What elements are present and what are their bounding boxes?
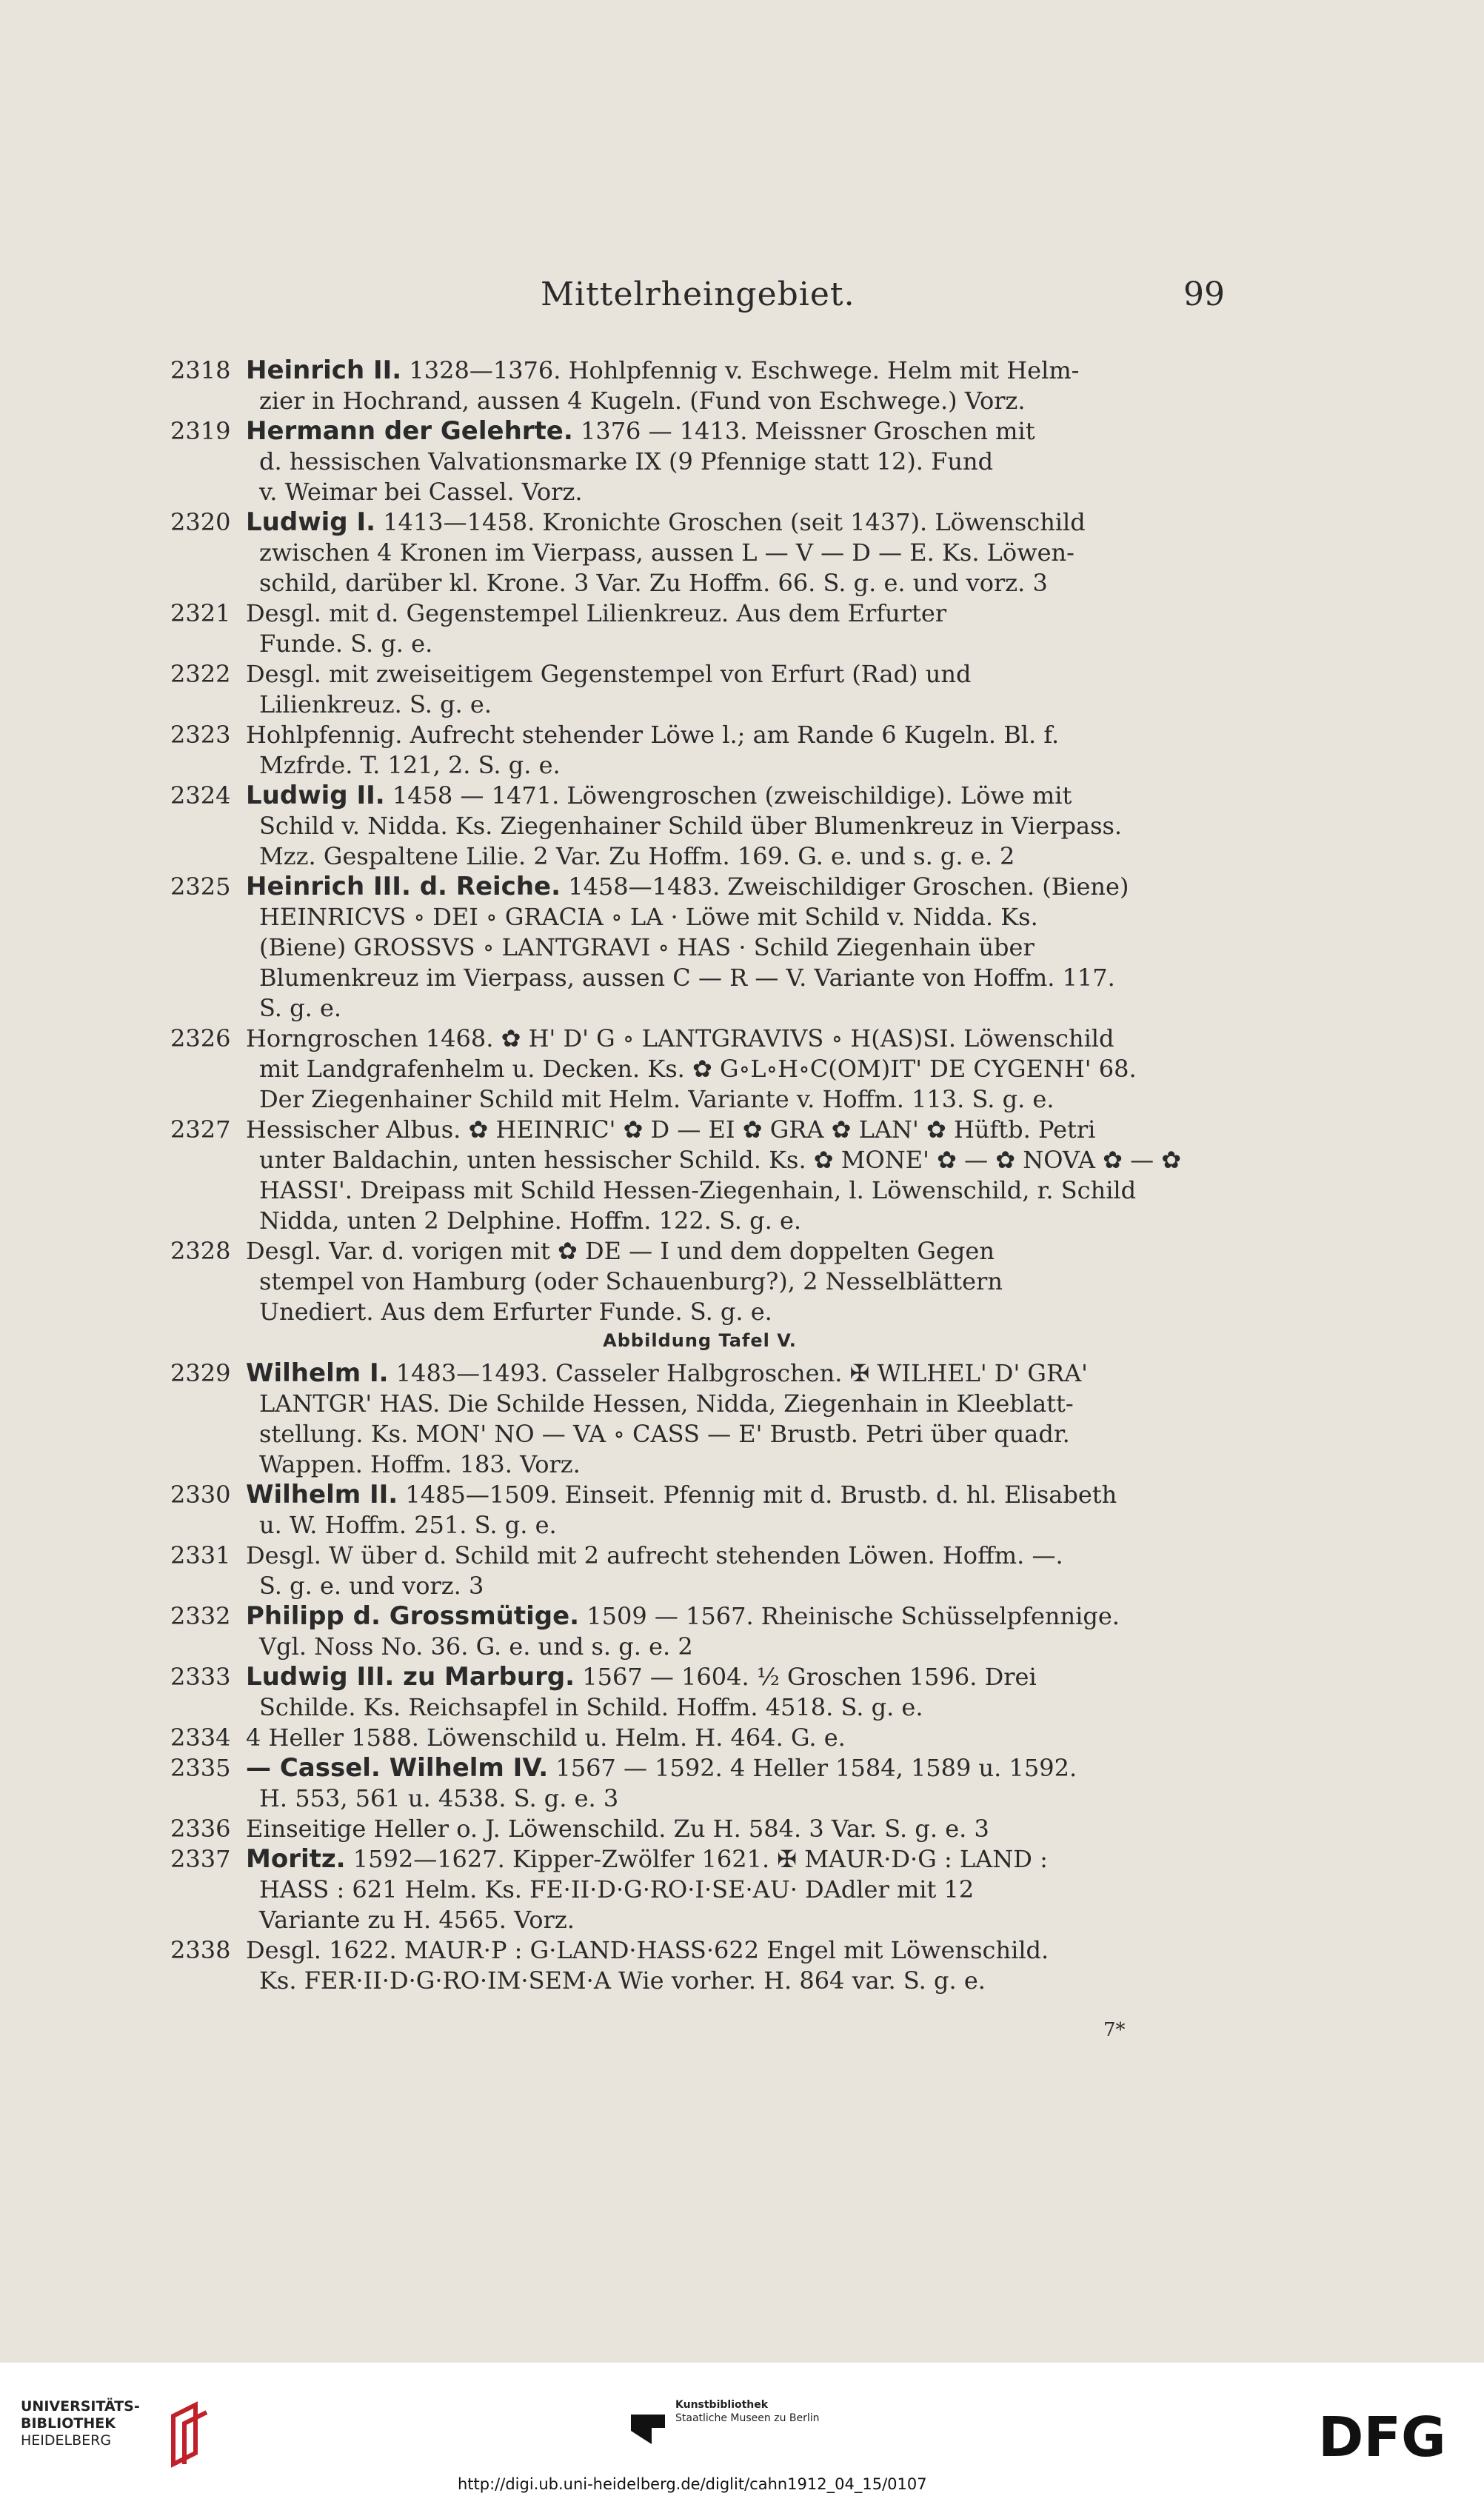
entry-continuation-line: (Biene) GROSSVS ∘ LANTGRAVI ∘ HAS · Schild Ziegenhain über: [259, 933, 1035, 961]
kunstbibliothek-logo[interactable]: [631, 2398, 853, 2450]
entry-first-line: Horngroschen 1468. ✿ H' D' G ∘ LANTGRAVIVS ∘ H(AS)SI. Löwenschild: [246, 1024, 1114, 1052]
catalog-entry: [170, 598, 1229, 659]
entry-continuation-line: v. Weimar bei Cassel. Vorz.: [259, 478, 583, 506]
entry-first-line: 1376 — 1413. Meissner Groschen mit: [580, 417, 1035, 445]
catalog-entry: [170, 1480, 1229, 1541]
entry-text: [246, 1115, 1229, 1236]
entry-text: [246, 1024, 1229, 1115]
catalog-entry: [170, 416, 1229, 507]
entry-number: 2320: [170, 508, 231, 536]
entry-continuation-line: HASSI'. Dreipass mit Schild Hessen-Ziegenhain, l. Löwenschild, r. Schild: [259, 1176, 1137, 1204]
entry-number: 2334: [170, 1723, 231, 1752]
entry-number: 2336: [170, 1815, 231, 1843]
entry-text: [246, 598, 1229, 659]
entry-text: [246, 507, 1229, 598]
ruler-name: — Cassel. Wilhelm IV.: [246, 1753, 549, 1783]
entry-continuation-line: Vgl. Noss No. 36. G. e. und s. g. e. 2: [259, 1632, 693, 1661]
entry-continuation-line: LANTGR' HAS. Die Schilde Hessen, Nidda, Ziegenhain in Kleeblatt-: [259, 1389, 1074, 1418]
entry-text: [246, 1935, 1229, 1996]
entry-number: 2318: [170, 356, 231, 384]
catalog-entries: [170, 356, 1229, 1996]
entry-continuation-line: Nidda, unten 2 Delphine. Hoffm. 122. S. g. e.: [259, 1207, 802, 1235]
university-library-logo[interactable]: [21, 2398, 221, 2472]
catalog-entry: [170, 1723, 1229, 1753]
entry-continuation-line: stempel von Hamburg (oder Schauenburg?), 2 Nesselblättern: [259, 1267, 1003, 1295]
entry-continuation-line: Mzfrde. T. 121, 2. S. g. e.: [259, 751, 561, 779]
ruler-name: Philipp d. Grossmütige.: [246, 1601, 580, 1631]
entry-continuation-line: Schild v. Nidda. Ks. Ziegenhainer Schild über Blumenkreuz in Vierpass.: [259, 812, 1123, 840]
entry-continuation-line: Schilde. Ks. Reichsapfel in Schild. Hoffm. 4518. S. g. e.: [259, 1693, 923, 1721]
entry-continuation-line: H. 553, 561 u. 4538. S. g. e. 3: [259, 1784, 619, 1812]
kb-line-2: Staatliche Museen zu Berlin: [675, 2412, 820, 2424]
catalog-entry: [170, 1601, 1229, 1662]
entry-text: [246, 1844, 1229, 1935]
entry-text: [246, 416, 1229, 507]
catalog-entry: [170, 1541, 1229, 1601]
entry-first-line: 1413—1458. Kronichte Groschen (seit 1437). Löwenschild: [383, 508, 1086, 536]
entry-number: 2329: [170, 1359, 231, 1387]
entry-continuation-line: zier in Hochrand, aussen 4 Kugeln. (Fund von Eschwege.) Vorz.: [259, 387, 1026, 415]
entry-number: 2327: [170, 1115, 231, 1144]
entry-first-line: 1485—1509. Einseit. Pfennig mit d. Brustb. d. hl. Elisabeth: [405, 1481, 1117, 1509]
entry-first-line: Einseitige Heller o. J. Löwenschild. Zu H. 584. 3 Var. S. g. e. 3: [246, 1815, 989, 1843]
kb-logo-text: [675, 2398, 820, 2425]
entry-first-line: Hessischer Albus. ✿ HEINRIC' ✿ D — EI ✿ GRA ✿ LAN' ✿ Hüftb. Petri: [246, 1115, 1096, 1144]
kunstbibliothek-icon: [631, 2415, 665, 2444]
entry-first-line: Hohlpfennig. Aufrecht stehender Löwe l.; am Rande 6 Kugeln. Bl. f.: [246, 721, 1060, 749]
footer: [0, 2363, 1484, 2496]
dfg-logo[interactable]: [1318, 2407, 1466, 2466]
entry-first-line: 1567 — 1592. 4 Heller 1584, 1589 u. 1592.: [555, 1754, 1077, 1782]
entry-text: [246, 872, 1229, 1024]
ruler-name: Ludwig III. zu Marburg.: [246, 1662, 575, 1692]
catalog-entry: [170, 1814, 1229, 1844]
ruler-name: Moritz.: [246, 1844, 346, 1874]
catalog-entry: [170, 1844, 1229, 1935]
entry-text: [246, 1662, 1229, 1723]
entry-continuation-line: stellung. Ks. MON' NO — VA ∘ CASS — E' Brustb. Petri über quadr.: [259, 1420, 1070, 1448]
entry-number: 2322: [170, 660, 231, 688]
entry-continuation-line: Mzz. Gespaltene Lilie. 2 Var. Zu Hoffm. 169. G. e. und s. g. e. 2: [259, 842, 1015, 870]
entry-number: 2325: [170, 872, 231, 901]
catalog-entry: [170, 507, 1229, 598]
ub-emblem-icon: [166, 2401, 218, 2468]
page-number: 99: [1183, 276, 1225, 313]
entry-continuation-line: unter Baldachin, unten hessischer Schild. Ks. ✿ MONE' ✿ — ✿ NOVA ✿ — ✿: [259, 1146, 1182, 1174]
catalog-entry: [170, 1024, 1229, 1115]
entry-number: 2332: [170, 1602, 231, 1630]
entry-continuation-line: zwischen 4 Kronen im Vierpass, aussen L — V — D — E. Ks. Löwen-: [259, 538, 1074, 567]
entry-number: 2328: [170, 1237, 231, 1265]
entry-first-line: 1458 — 1471. Löwengroschen (zweischildige). Löwe mit: [392, 781, 1072, 810]
entry-first-line: Desgl. W über d. Schild mit 2 aufrecht stehenden Löwen. Hoffm. —.: [246, 1541, 1063, 1569]
entry-number: 2333: [170, 1663, 231, 1691]
entry-number: 2335: [170, 1754, 231, 1782]
entry-number: 2338: [170, 1936, 231, 1964]
entry-first-line: Desgl. Var. d. vorigen mit ✿ DE — I und dem doppelten Gegen: [246, 1237, 995, 1265]
entry-first-line: 1458—1483. Zweischildiger Groschen. (Biene): [568, 872, 1129, 901]
entry-number: 2330: [170, 1481, 231, 1509]
entry-text: [246, 1236, 1229, 1327]
ub-line-2: BIBLIOTHEK: [21, 2415, 116, 2432]
entry-continuation-line: Variante zu H. 4565. Vorz.: [259, 1906, 575, 1934]
entry-continuation-line: HASS : 621 Helm. Ks. FE·II·D·G·RO·I·SE·AU· DAdler mit 12: [259, 1875, 975, 1903]
entry-continuation-line: HEINRICVS ∘ DEI ∘ GRACIA ∘ LA · Löwe mit Schild v. Nidda. Ks.: [259, 903, 1038, 931]
ruler-name: Ludwig I.: [246, 507, 376, 537]
entry-text: [246, 1358, 1229, 1480]
entry-number: 2324: [170, 781, 231, 810]
entry-first-line: 1592—1627. Kipper-Zwölfer 1621. ✠ MAUR·D·G : LAND :: [352, 1845, 1048, 1873]
kb-line-1: Kunstbibliothek: [675, 2399, 769, 2411]
entry-continuation-line: Unediert. Aus dem Erfurter Funde. S. g. e.: [259, 1298, 772, 1326]
ruler-name: Ludwig II.: [246, 781, 385, 810]
entry-number: 2319: [170, 417, 231, 445]
entry-first-line: 4 Heller 1588. Löwenschild u. Helm. H. 464. G. e.: [246, 1723, 846, 1752]
entry-text: [246, 720, 1229, 781]
entry-number: 2326: [170, 1024, 231, 1052]
entry-number: 2331: [170, 1541, 231, 1569]
entry-continuation-line: mit Landgrafenhelm u. Decken. Ks. ✿ G∘L∘H∘C(OM)IT' DE CYGENH' 68.: [259, 1055, 1137, 1083]
signature-mark: 7*: [1103, 2019, 1126, 2041]
catalog-entry: [170, 1753, 1229, 1814]
entry-number: 2337: [170, 1845, 231, 1873]
catalog-entry: [170, 781, 1229, 872]
entry-text: [246, 1814, 1229, 1844]
entry-number: 2321: [170, 599, 231, 627]
entry-continuation-line: Ks. FER·II·D·G·RO·IM·SEM·A Wie vorher. H. 864 var. S. g. e.: [259, 1966, 986, 1995]
entry-continuation-line: Lilienkreuz. S. g. e.: [259, 690, 492, 718]
catalog-entry: [170, 1115, 1229, 1236]
entry-continuation-line: Wappen. Hoffm. 183. Vorz.: [259, 1450, 581, 1478]
catalog-entry: [170, 872, 1229, 1024]
entry-text: [246, 1541, 1229, 1601]
entry-text: [246, 1601, 1229, 1662]
catalog-entry: [170, 720, 1229, 781]
entry-first-line: Desgl. 1622. MAUR·P : G·LAND·HASS·622 Engel mit Löwenschild.: [246, 1936, 1049, 1964]
catalog-entry: [170, 1236, 1229, 1327]
entry-text: [246, 781, 1229, 872]
entry-continuation-line: d. hessischen Valvationsmarke IX (9 Pfennige statt 12). Fund: [259, 447, 994, 475]
entry-text: [246, 356, 1229, 416]
ruler-name: Heinrich III. d. Reiche.: [246, 872, 561, 901]
entry-first-line: 1509 — 1567. Rheinische Schüsselpfennige.: [586, 1602, 1120, 1630]
running-title: Mittelrheingebiet.: [541, 276, 855, 313]
catalog-entry: [170, 659, 1229, 720]
catalog-entry: [170, 1358, 1229, 1480]
entry-text: [246, 659, 1229, 720]
ub-line-3: HEIDELBERG: [21, 2432, 112, 2449]
entry-continuation-line: S. g. e.: [259, 994, 342, 1022]
entry-continuation-line: Blumenkreuz im Vierpass, aussen C — R — V. Variante von Hoffm. 117.: [259, 964, 1115, 992]
entry-first-line: 1328—1376. Hohlpfennig v. Eschwege. Helm mit Helm-: [409, 356, 1080, 384]
entry-first-line: 1483—1493. Casseler Halbgroschen. ✠ WILHEL' D' GRA': [395, 1359, 1088, 1387]
catalog-entry: [170, 1935, 1229, 1996]
page-header: [0, 276, 1484, 320]
ruler-name: Wilhelm II.: [246, 1480, 398, 1509]
ub-logo-text: [21, 2398, 140, 2449]
entry-first-line: Desgl. mit zweiseitigem Gegenstempel von Erfurt (Rad) und: [246, 660, 972, 688]
ub-line-1: UNIVERSITÄTS-: [21, 2398, 140, 2415]
catalog-entry: [170, 1662, 1229, 1723]
source-url-link[interactable]: http://digi.ub.uni-heidelberg.de/diglit/cahn1912_04_15/0107: [458, 2475, 927, 2493]
plate-reference: Abbildung Tafel V.: [603, 1330, 797, 1351]
catalog-entry: [170, 356, 1229, 416]
entry-text: [246, 1753, 1229, 1814]
dfg-text: DFG: [1318, 2407, 1446, 2466]
entry-first-line: Desgl. mit d. Gegenstempel Lilienkreuz. Aus dem Erfurter: [246, 599, 947, 627]
entry-continuation-line: schild, darüber kl. Krone. 3 Var. Zu Hoffm. 66. S. g. e. und vorz. 3: [259, 569, 1048, 597]
entry-number: 2323: [170, 721, 231, 749]
entry-continuation-line: Der Ziegenhainer Schild mit Helm. Variante v. Hoffm. 113. S. g. e.: [259, 1085, 1054, 1113]
ruler-name: Heinrich II.: [246, 356, 402, 385]
ruler-name: Wilhelm I.: [246, 1358, 389, 1388]
entry-text: [246, 1723, 1229, 1753]
entry-continuation-line: Funde. S. g. e.: [259, 630, 433, 658]
entry-first-line: 1567 — 1604. ½ Groschen 1596. Drei: [582, 1663, 1037, 1691]
entry-continuation-line: S. g. e. und vorz. 3: [259, 1572, 484, 1600]
entry-continuation-line: u. W. Hoffm. 251. S. g. e.: [259, 1511, 557, 1539]
ruler-name: Hermann der Gelehrte.: [246, 416, 573, 446]
entry-text: [246, 1480, 1229, 1541]
